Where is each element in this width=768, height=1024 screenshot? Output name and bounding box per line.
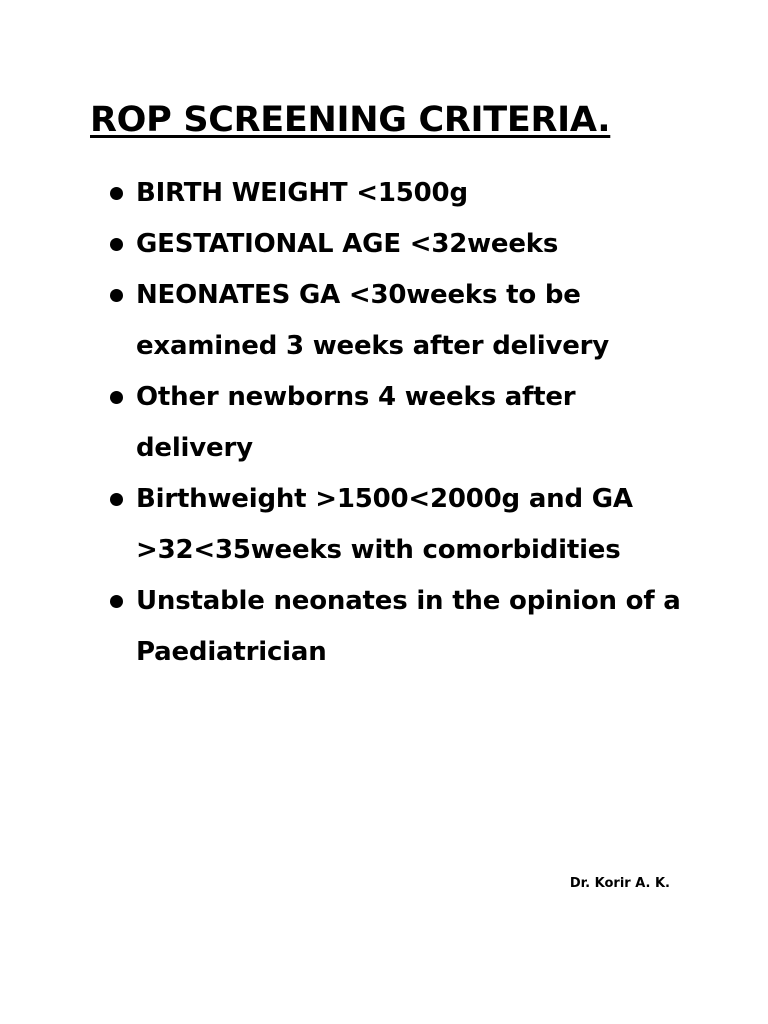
- criteria-item-comorbidities: [110, 474, 690, 576]
- bullet-icon: [110, 493, 123, 506]
- bullet-icon: [110, 595, 123, 608]
- criteria-text: BIRTH WEIGHT <1500g: [136, 178, 468, 208]
- criteria-text: Other newborns 4 weeks after delivery: [136, 382, 576, 463]
- criteria-text: GESTATIONAL AGE <32weeks: [136, 229, 559, 259]
- criteria-item-birth-weight: [110, 168, 690, 219]
- criteria-item-gestational-age: [110, 219, 690, 270]
- bullet-icon: [110, 289, 123, 302]
- bullet-icon: [110, 391, 123, 404]
- criteria-list: [110, 168, 690, 678]
- author-signature: Dr. Korir A. K.: [569, 876, 670, 891]
- criteria-item-unstable-neonates: [110, 576, 690, 678]
- criteria-text: Unstable neonates in the opinion of a Paediatrician: [136, 586, 681, 667]
- page-title: ROP SCREENING CRITERIA.: [90, 100, 611, 140]
- criteria-text: NEONATES GA <30weeks to be examined 3 weeks after delivery: [136, 280, 610, 361]
- criteria-item-other-newborns: [110, 372, 690, 474]
- bullet-icon: [110, 238, 123, 251]
- bullet-icon: [110, 187, 123, 200]
- criteria-text: Birthweight >1500<2000g and GA >32<35weeks with comorbidities: [136, 484, 633, 565]
- criteria-item-neonates-under-30-weeks: [110, 270, 690, 372]
